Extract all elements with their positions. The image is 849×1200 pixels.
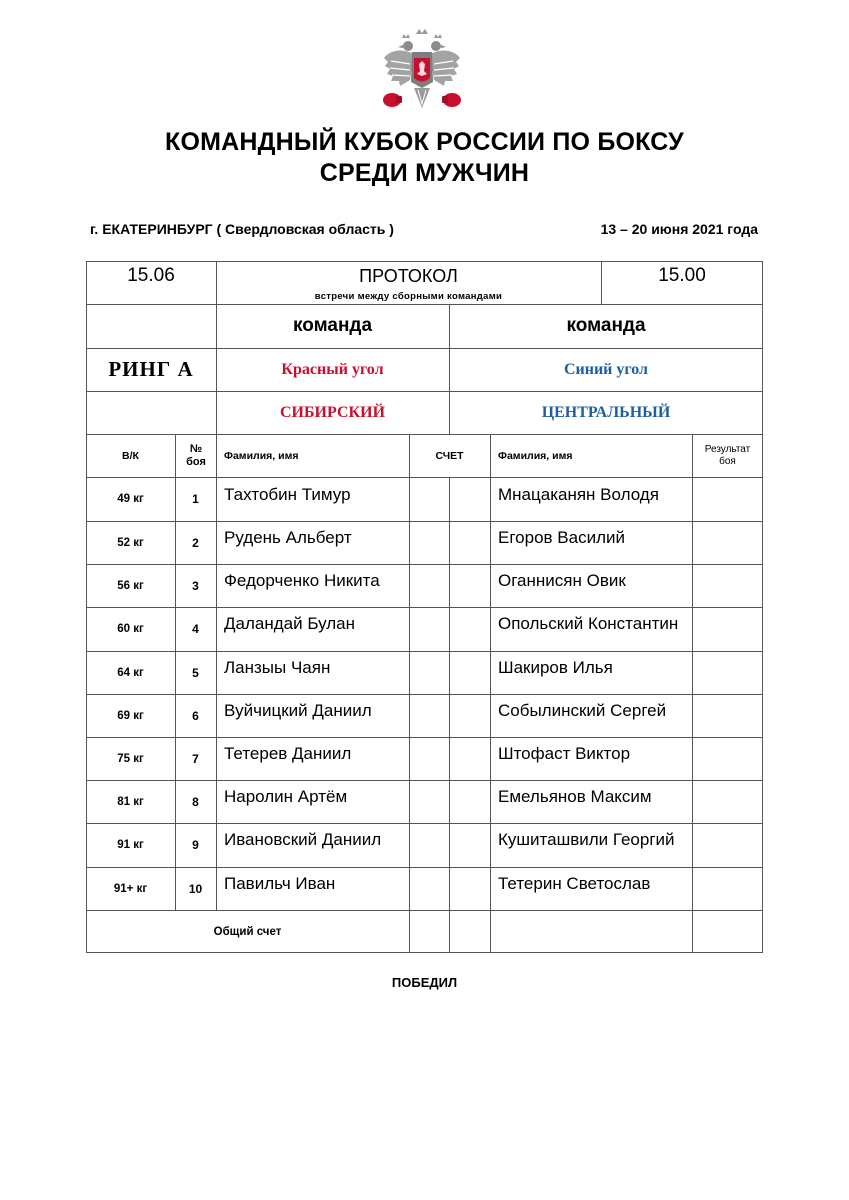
red-boxer-name: Наролин Артём [224,787,348,806]
event-dates: 13 – 20 июня 2021 года [600,221,758,237]
bout-number-cell: 6 [192,708,199,723]
bout-date: 15.06 [127,265,175,286]
bout-number-cell: 8 [192,794,199,809]
bout-time: 15.00 [658,265,706,286]
page-title: КОМАНДНЫЙ КУБОК РОССИИ ПО БОКСУ [165,128,684,156]
red-boxer-name: Федорченко Никита [224,571,380,590]
blue-boxer-name: Кушиташвили Георгий [498,830,675,849]
blue-boxer-name: Мнацаканян Володя [498,484,659,504]
red-boxer-name: Вуйчицкий Даниил [224,701,372,720]
weight-cell: 69 кг [117,709,144,722]
col-red-name-header: Фамилия, имя [224,449,299,462]
col-blue-name-header: Фамилия, имя [498,449,573,462]
red-corner-label: Красный угол [281,360,384,378]
event-location: г. ЕКАТЕРИНБУРГ ( Свердловская область ) [90,221,394,237]
blue-team-name: ЦЕНТРАЛЬНЫЙ [541,403,671,421]
red-boxer-name: Ланзыы Чаян [224,658,331,677]
weight-cell: 64 кг [117,666,144,679]
blue-boxer-name: Штофаст Виктор [498,744,631,763]
blue-boxer-name: Собылинский Сергей [498,701,667,720]
bout-number-cell: 5 [192,665,199,680]
red-team-label: команда [292,315,373,336]
weight-cell: 56 кг [117,579,144,592]
protocol-subtitle: встречи между сборными командами [314,290,503,302]
col-score-header: СЧЕТ [435,449,464,462]
bout-number-cell: 7 [192,751,199,766]
ring-label: РИНГ А [108,357,194,381]
red-team-name: СИБИРСКИЙ [279,403,386,421]
bout-number-cell: 9 [192,838,199,852]
red-boxer-name: Павильч Иван [224,874,336,893]
col-bout-no-header: № боя [186,442,206,468]
weight-cell: 91 кг [117,839,144,851]
red-boxer-name: Тетерев Даниил [224,744,352,763]
bout-number-cell: 3 [192,578,199,593]
double-headed-eagle-icon [382,28,462,112]
blue-boxer-name: Опольский Константин [498,614,679,633]
weight-cell: 52 кг [117,536,144,549]
red-boxer-name: Рудень Альберт [224,528,352,547]
weight-cell: 91+ кг [113,882,148,895]
weight-cell: 75 кг [117,752,144,765]
red-boxer-name: Даландай Булан [224,614,355,633]
protocol-title: ПРОТОКОЛ [359,265,458,286]
blue-boxer-name: Шакиров Илья [498,658,613,677]
blue-boxer-name: Егоров Василий [498,528,625,547]
weight-cell: 60 кг [117,623,144,635]
col-result-header: Результат боя [704,443,751,467]
page-subtitle: СРЕДИ МУЖЧИН [319,159,530,187]
red-boxer-name: Ивановский Даниил [224,830,382,849]
blue-team-label: команда [566,315,646,336]
bout-number-cell: 4 [192,622,199,636]
bout-number-cell: 2 [192,535,199,550]
bout-number-cell: 10 [188,881,203,896]
weight-cell: 81 кг [117,795,144,808]
bout-number-cell: 1 [192,492,199,506]
col-weight-header: В/К [122,449,139,462]
red-boxer-name: Тахтобин Тимур [224,484,351,504]
protocol-table [86,261,763,953]
weight-cell: 49 кг [117,493,144,505]
total-score-label: Общий счет [213,925,282,938]
blue-boxer-name: Оганнисян Овик [498,571,626,590]
blue-boxer-name: Емельянов Максим [498,787,652,806]
winner-label: ПОБЕДИЛ [391,975,458,990]
blue-boxer-name: Тетерин Светослав [498,874,651,893]
blue-corner-label: Синий угол [563,360,649,378]
